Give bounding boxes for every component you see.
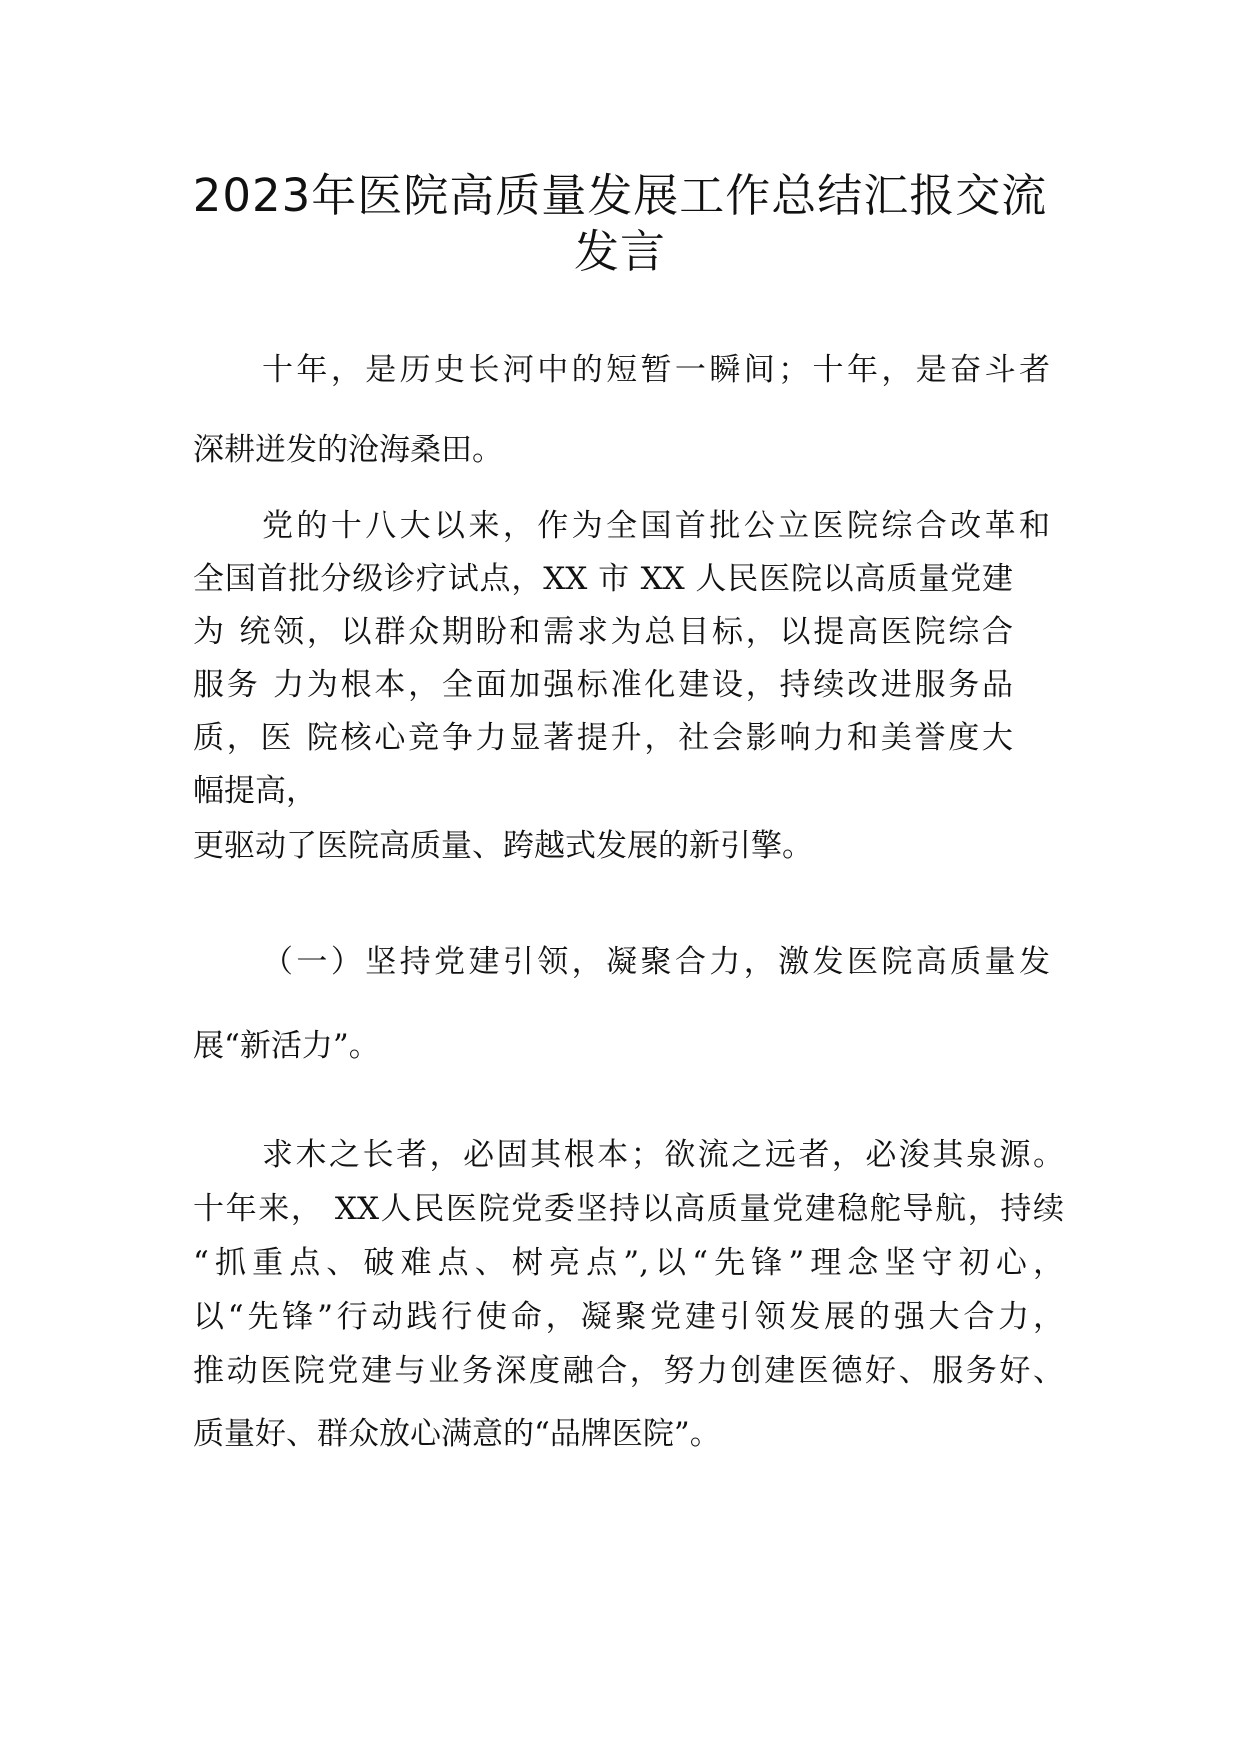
p3-line-6: 质量好、群众放心满意的“品牌医院”。 bbox=[193, 1416, 721, 1452]
section-heading-line-1: （一）坚持党建引领，凝聚合力，激发医院高质量发 bbox=[262, 944, 1050, 980]
p2-line-7: 更驱动了医院高质量、跨越式发展的新引擎。 bbox=[193, 828, 813, 864]
p3-line-1: 求木之长者，必固其根本；欲流之远者，必浚其泉源。 bbox=[262, 1137, 1064, 1173]
p2-line-6: 幅提高， bbox=[193, 773, 317, 809]
p2-line-2: 全国首批分级诊疗试点，XX 市 XX 人民医院以高质量党建 bbox=[193, 561, 1013, 597]
p2-line-3: 为 统领，以群众期盼和需求为总目标，以提高医院综合 bbox=[193, 614, 1013, 650]
p3-line-4: 以“先锋”行动践行使命，凝聚党建引领发展的强大合力， bbox=[193, 1299, 1064, 1335]
document-title bbox=[150, 168, 1090, 280]
title-line-1: 2023年医院高质量发展工作总结汇报交流 bbox=[192, 169, 1048, 222]
p2-line-5: 质，医 院核心竞争力显著提升，社会影响力和美誉度大 bbox=[193, 720, 1013, 756]
title-line-2: 发言 bbox=[573, 225, 666, 278]
p3-line-5: 推动医院党建与业务深度融合，努力创建医德好、服务好、 bbox=[193, 1353, 1064, 1389]
p3-line-2: 十年来， XX人民医院党委坚持以高质量党建稳舵导航，持续 bbox=[193, 1191, 1064, 1227]
p2-line-1: 党的十八大以来，作为全国首批公立医院综合改革和 bbox=[262, 508, 1050, 544]
p2-line-4: 服务 力为根本，全面加强标准化建设，持续改进服务品 bbox=[193, 667, 1013, 703]
section-heading-line-2: 展“新活力”。 bbox=[193, 1028, 380, 1064]
p1-line-1: 十年，是历史长河中的短暂一瞬间；十年，是奋斗者 bbox=[262, 352, 1050, 388]
p1-line-2: 深耕迸发的沧海桑田。 bbox=[193, 432, 503, 468]
p3-line-3: “抓重点、破难点、树亮点”,以“先锋”理念坚守初心， bbox=[193, 1245, 1064, 1281]
